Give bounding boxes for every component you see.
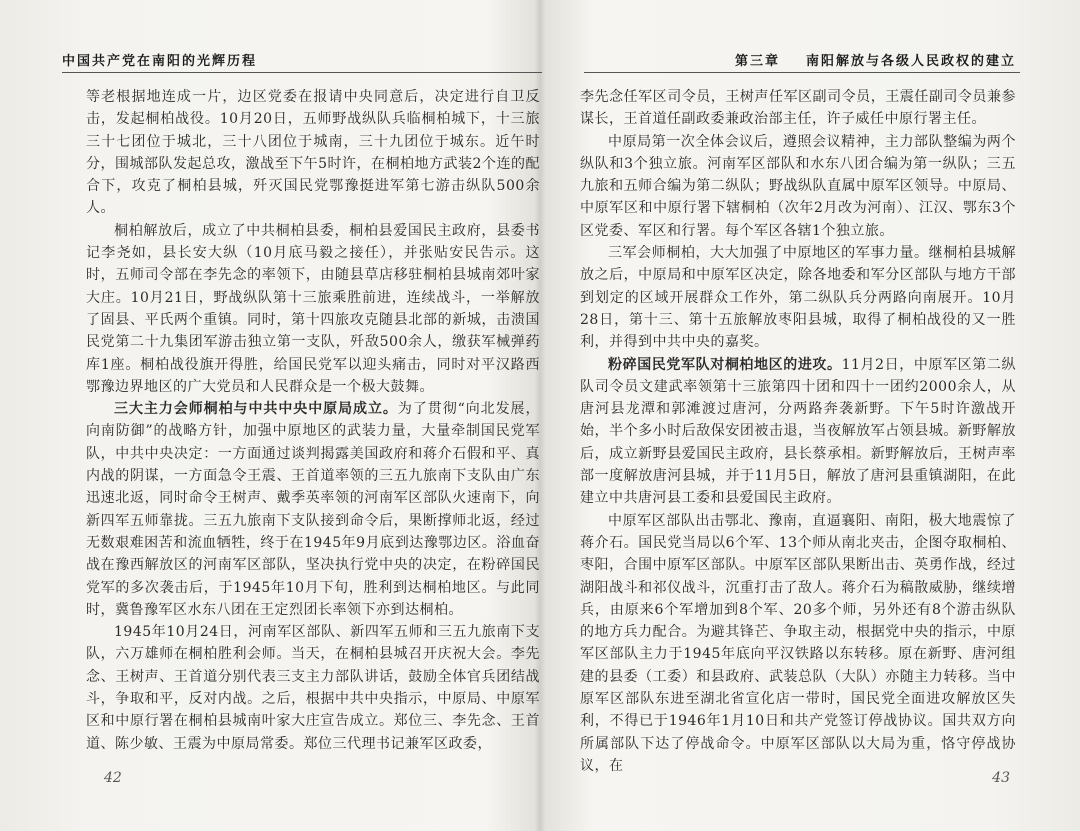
paragraph-text: 李先念任军区司令员，王树声任军区副司令员，王震任副司令员兼参谋长，王首道任副政委兼政治部主任，许子威任中原行署主任。 [580,89,1016,128]
paragraph-text: 中原局第一次全体会议后，遵照会议精神，主力部队整编为两个纵队和3个独立旅。河南军区部队和水东八团合编为第一纵队；三五九旅和五师合编为第二纵队；野战纵队直属中原军区领导。中原局、中原军区和中原行署下辖桐柏（次年2月改为河南）、江汉、鄂东3个区党委、军区和行署。每个军区各辖1个独立旅。 [580,133,1016,239]
paragraph-text: 中原军区部队出击鄂北、豫南，直逼襄阳、南阳，极大地震惊了蒋介石。国民党当局以6个军、13个师从南北夹击，企图夺取桐柏、枣阳，合围中原军区部队。中原军区部队果断出击、英勇作战，经过湖阳战斗和祁仪战斗，沉重打击了敌人。蒋介石为稿散威胁，继续增兵，由原来6个军增加到8个军、20多个师，另外还有8个游击纵队的地方兵力配合。为避其锋芒、争取主动，根据党中央的指示，中原军区部队主力于1945年底向平汉铁路以东转移。原在新野、唐河组建的县委（工委）和县政府、武装总队（大队）亦随主力转移。当中原军区部队东进至湖北省宣化店一带时，国民党全面进攻解放区失利，不得已于1946年1月10日和共产党签订停战协议。国共双方向所属部队下达了停战命令。中原军区部队以大局为重，恪守停战协议，在 [580,512,1016,774]
section-heading: 粉碎国民党军队对桐柏地区的进攻。 [608,356,842,373]
paragraph [580,354,1016,510]
running-head [735,50,1016,69]
paragraph [580,86,1016,131]
paragraph-text: 1945年10月24日，河南军区部队、新四军五师和三五九旅南下支队，六万雄师在桐柏胜利会师。当天，在桐柏县城召开庆祝大会。李先念、王树声、王首道分别代表三支主力部队讲话，鼓励全体官兵团结战斗，争取和平，反对内战。之后，根据中共中央指示，中原局、中原军区和中原行署在桐柏县城南叶家大庄宣告成立。郑位三、李先念、王首道、陈少敏、王震为中原局常委。郑位三代理书记兼军区政委， [86,624,540,752]
paragraph [580,131,1016,242]
page-number: 42 [104,770,122,786]
paragraph-text: 桐柏解放后，成立了中共桐柏县委，桐柏县爱国民主政府，县委书记李尧如，县长安大纵（10月底马毅之接任），并张贴安民告示。这时，五师司令部在李先念的率领下，由随县草店移驻桐柏县城南郊叶家大庄。10月21日，野战纵队第十三旅乘胜前进，连续战斗，一举解放了固县、平氏两个重镇。同时，第十四旅攻克随县北部的新城，击溃国民党第二十九集团军游击独立第一支队，歼敌500余人，缴获军械弹药库1座。桐柏战役旗开得胜，给国民党军以迎头痛击，同时对平汉路西鄂豫边界地区的广大党员和人民群众是一个极大鼓舞。 [86,222,540,395]
header-rule [62,72,542,73]
running-head: 中国共产党在南阳的光辉历程 [62,54,258,69]
paragraph [86,621,540,755]
paragraph-text: 三军会师桐柏，大大加强了中原地区的军事力量。继桐柏县城解放之后，中原局和中原军区决定，除各地委和军分区部队与地方干部到划定的区域开展群众工作外，第二纵队兵分两路向南展开。10月28日，第十三、第十五旅解放枣阳县城，取得了桐柏战役的又一胜利，并得到中共中央的嘉奖。 [580,245,1016,351]
chapter-title: 南阳解放与各级人民政权的建立 [805,54,1016,69]
page-body [580,86,1016,777]
right-page [580,0,1020,831]
paragraph [86,86,540,220]
section-heading: 三大主力会师桐柏与中共中央中原局成立。 [114,401,398,418]
paragraph [580,242,1016,353]
page-body [86,86,540,755]
left-page [40,0,540,831]
chapter-label: 第三章 [734,54,780,69]
paragraph-text: 为了贯彻“向北发展，向南防御”的战略方针，加强中原地区的武装力量，大量牵制国民党军队，中共中央决定：一方面通过谈判揭露美国政府和蒋介石假和平、真内战的阴谋，一方面急令王震、王首道率领的三五九旅南下支队由广东迅速北返，同时命令王树声、戴季英率领的河南军区部队火速南下，向新四军五师靠拢。三五九旅南下支队接到命令后，果断撑师北返，经过无数艰难困苦和流血牺牲，终于在1945年9月底到达豫鄂边区。浴血奋战在豫西解放区的河南军区部队，坚决执行党中央的决定，在粉碎国民党军的多次袭击后，于1945年10月下旬，胜利到达桐柏地区。与此同时，冀鲁豫军区水东八团在王定烈团长率领下亦到达桐柏。 [86,401,540,618]
paragraph-text: 11月2日，中原军区第二纵队司令员文建武率领第十三旅第四十团和四十一团约2000余人，从唐河县龙潭和郭滩渡过唐河，分两路奔袭新野。下午5时许激战开始，半个多小时后敌保安团被击退，当夜解放军占领县城。新野解放后，成立新野县爱国民主政府，县长蔡承相。新野解放后，王树声率部一度解放唐河县城，并于11月5日，解放了唐河县重镇湖阳，在此建立中共唐河县工委和县爱国民主政府。 [580,356,1016,507]
header-rule [584,72,1020,73]
paragraph [580,510,1016,778]
page-number: 43 [992,770,1010,786]
paragraph [86,398,540,621]
paragraph [86,220,540,398]
paragraph-text: 等老根据地连成一片，边区党委在报请中央同意后，决定进行自卫反击，发起桐柏战役。10月20日，五师野战纵队兵临桐柏城下，十三旅三十七团位于城北，三十八团位于城南，三十九团位于城东。近午时分，围城部队发起总攻，激战至下午5时许，在桐柏地方武装2个连的配合下，攻克了桐柏县城，歼灭国民党鄂豫挺进军第七游击纵队500余人。 [86,89,540,217]
